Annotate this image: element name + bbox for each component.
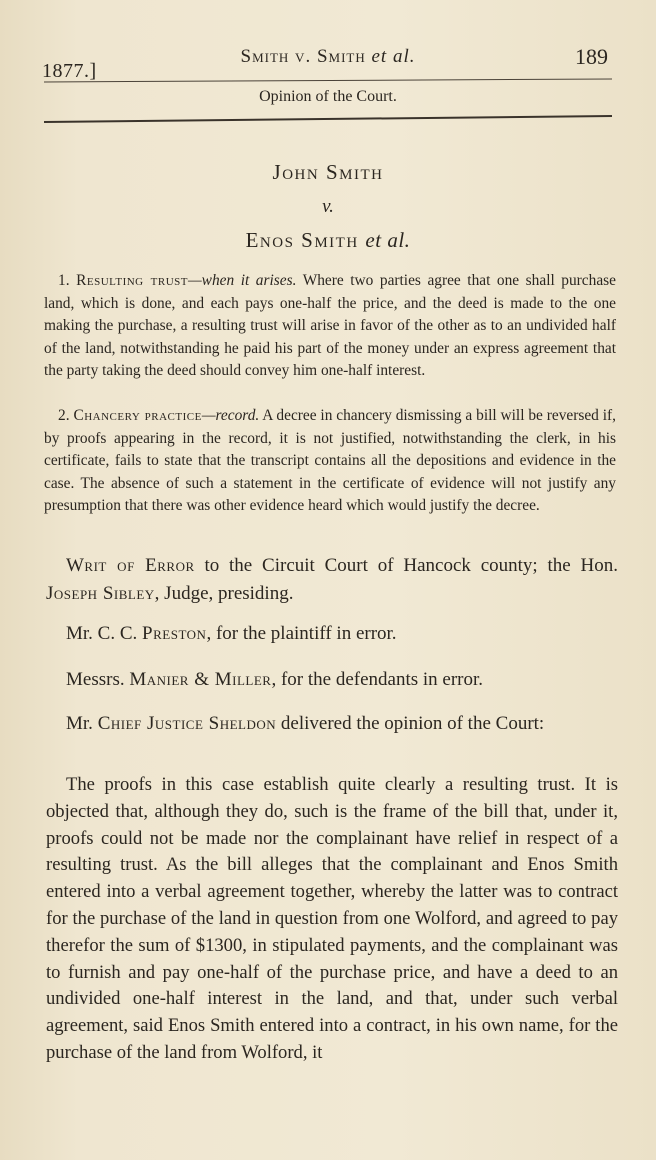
counsel-plaintiff-name: Preston <box>142 623 207 644</box>
section-subheading: Opinion of the Court. <box>259 88 397 105</box>
counsel-plaintiff-prefix: Mr. C. C. <box>66 623 143 644</box>
opinion-body: The proofs in this case establish quite clearly a resulting trust. It is objected that, although they do, such is the frame of the bill that, under it, proofs could not be made nor the complainant have relief in respect of a resulting trust. As the bill alleges that the complainant and Enos Smith entered into a verbal agreement together, whereby the latter was to contract for the purchase of the land in question from one Wolford, and agreed to pay therefor the sum of $1300, in stipulated payments, and the complainant was to furnish and pay one-half of the purchase price, and have a deed to an undivided one-half interest in the land, and that, under such verbal agreement, said Enos Smith entered into a contract, in his own name, for the purchase of the land from Wolford, it <box>46 774 618 1063</box>
headnote-lead: Chancery practice <box>73 407 202 424</box>
caption-defendant <box>0 228 656 253</box>
counsel-defendant-name: Manier & Miller <box>129 669 272 690</box>
writ-text-2: , Judge, presiding. <box>154 582 294 604</box>
caption-plaintiff: John Smith <box>272 160 384 184</box>
opinion-intro-prefix: Mr. <box>66 713 98 734</box>
running-title-etal: et al. <box>371 46 416 67</box>
writ-text-1: to the Circuit Court of Hancock county; the Hon. <box>194 555 618 576</box>
headnote-number: 2. <box>58 407 70 424</box>
caption-defendant-etal: et al. <box>365 228 411 252</box>
counsel-defendant-prefix: Messrs. <box>66 669 130 690</box>
counsel-defendant <box>46 666 618 694</box>
writ-of-error <box>46 552 618 607</box>
running-title <box>0 46 656 68</box>
caption-defendant-name: Enos Smith <box>245 228 359 252</box>
headnote-text: Where two parties agree that one shall purchase land, which is done, and each pays one-half the price, and the deed is made to the one making the purchase, a resulting trust will arise in favor of the other as to an undivided half of the land, notwithstanding he paid his part of the money under an express agreement that the party taking the deed should convey him one-half interest. <box>44 272 616 380</box>
counsel-plaintiff <box>46 620 618 648</box>
headnote-lead: Resulting trust <box>76 272 188 289</box>
running-title-parties: Smith v. Smith <box>240 46 366 67</box>
writ-judge: Joseph Sibley <box>46 582 155 604</box>
opinion-justice-name: Chief Justice Sheldon <box>97 713 277 734</box>
caption-versus: v. <box>322 196 334 217</box>
counsel-plaintiff-text: , for the plaintiff in error. <box>206 623 397 644</box>
headnote-text: A decree in chancery dismissing a bill will be reversed if, by proofs appearing in the record, it is not justified, notwithstanding the clerk, in his certificate, fails to state that the transcript contains all the depositions and evidence in the case. The absence of such a statement in the certificate of evidence will not justify any presumption that there was other evidence heard which would justify the decree. <box>44 407 616 515</box>
header-rule-top <box>44 79 612 83</box>
headnote-topic: —when it arises. <box>188 272 297 289</box>
opinion-intro-text: delivered the opinion of the Court: <box>276 713 545 734</box>
headnote-2 <box>44 405 616 518</box>
headnote-topic: —record. <box>201 407 260 424</box>
opinion-intro <box>46 710 618 738</box>
headnote-number: 1. <box>58 272 70 289</box>
headnote-1 <box>44 270 616 383</box>
page-number: 189 <box>575 44 608 69</box>
counsel-defendant-text: , for the defendants in error. <box>271 669 484 690</box>
year-marker: 1877.] <box>42 60 97 82</box>
writ-lead: Writ of Error <box>66 555 195 576</box>
header-rule-bottom <box>44 115 612 122</box>
